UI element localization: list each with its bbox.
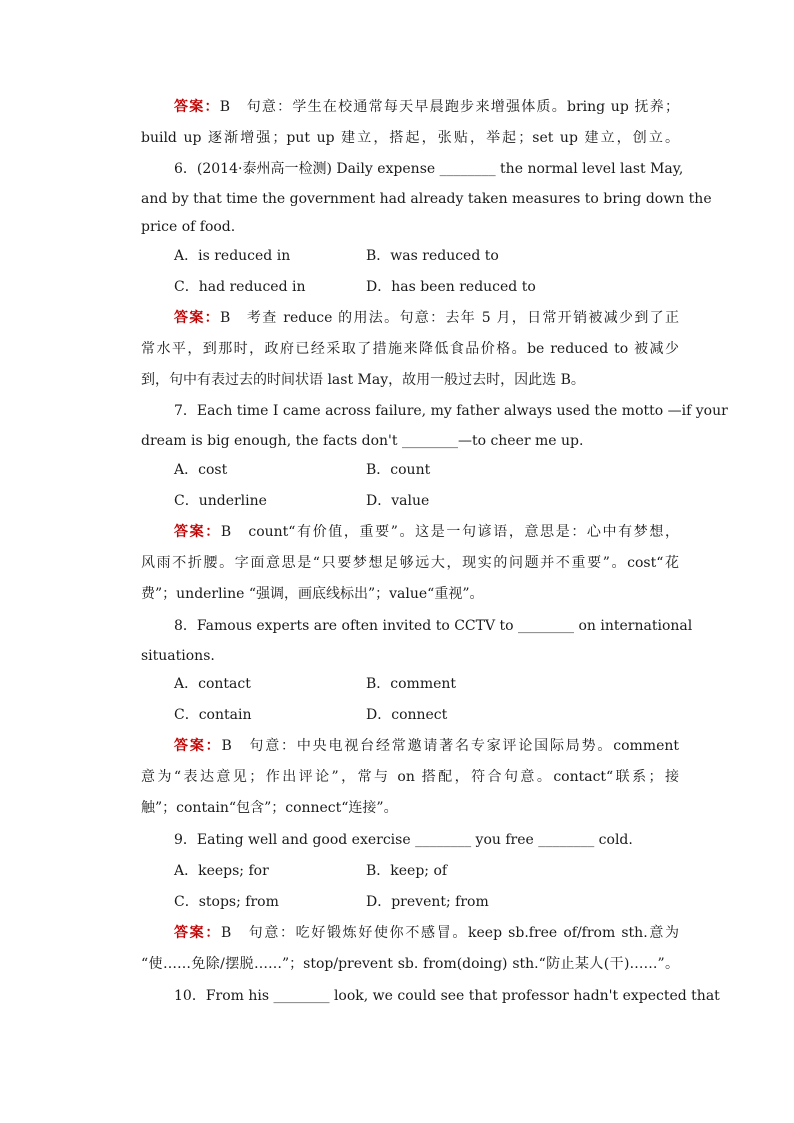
question-6-option-c: C．had reduced in [174,279,306,295]
answer-label: 答案： [174,310,220,326]
answer-q8-line3: 触”；contain“包含”；connect“连接”。 [141,800,398,816]
question-7-line2: dream is big enough, the facts don't ________—to cheer me up. [141,433,584,449]
question-6-line2: and by that time the government had already taken measures to bring down the [141,191,712,207]
answer-label: 答案： [174,524,221,540]
answer-q5-line2: build up 逐渐增强；put up 建立，搭起，张贴，举起；set up 建立，创立。 [141,130,679,146]
question-7-option-c: C．underline [174,493,267,509]
question-7-option-b: B．count [366,462,431,478]
answer-q8-line1 [174,733,679,759]
answer-q8-line2: 意为“表达意见；作出评论”，常与 on 搭配，符合句意。contact“联系；接 [141,769,679,785]
answer-q6-line3: 到，句中有表过去的时间状语 last May，故用一般过去时，因此选 B。 [141,372,585,388]
answer-q9-line1 [174,920,679,946]
answer-label: 答案： [174,925,222,941]
question-6-line3: price of food. [141,219,236,235]
question-6-option-d: D．has been reduced to [366,279,536,295]
answer-q7-line1 [174,519,679,545]
answer-label: 答案： [174,99,220,115]
question-7-option-d: D．value [366,493,430,509]
question-7-option-a: A．cost [174,462,228,478]
question-9-option-d: D．prevent; from [366,894,489,910]
question-9-line1: 9．Eating well and good exercise ________ you free ________ cold. [174,832,633,848]
question-6-line1: 6．(2014·泰州高一检测) Daily expense ________ the normal level last May, [174,161,684,177]
question-8-line2: situations. [141,648,215,664]
question-6-option-a: A．is reduced in [174,248,291,264]
question-8-line1: 8．Famous experts are often invited to CCTV to ________ on international [174,618,693,634]
question-8-option-a: A．contact [174,676,251,692]
question-9-option-c: C．stops; from [174,894,279,910]
answer-label: 答案： [174,738,222,754]
question-7-line1: 7．Each time I came across failure, my father always used the motto —if your [174,403,728,419]
question-6-option-b: B．was reduced to [366,248,499,264]
answer-q6-line2: 常水平，到那时，政府已经采取了措施来降低食品价格。be reduced to 被减少 [141,341,679,357]
question-8-option-b: B．comment [366,676,457,692]
answer-q7-line3: 费”；underline “强调，画底线标出”；value“重视”。 [141,586,484,602]
question-8-option-c: C．contain [174,707,252,723]
answer-text: B 考查 reduce 的用法。句意：去年 5 月，日常开销被减少到了正 [219,310,680,326]
question-10-line1: 10．From his ________ look, we could see that professor hadn't expected that [174,988,720,1004]
answer-text: B count“有价值，重要”。这是一句谚语，意思是：心中有梦想， [220,524,680,540]
answer-text: B 句意：学生在校通常每天早晨跑步来增强体质。bring up 抚养； [219,99,680,115]
answer-q5-line1 [174,94,679,120]
question-9-option-b: B．keep; of [366,863,448,879]
question-9-option-a: A．keeps; for [174,863,269,879]
answer-q7-line2: 风雨不折腰。字面意思是“只要梦想足够远大，现实的问题并不重要”。cost“花 [141,555,679,571]
answer-q6-line1 [174,305,679,331]
answer-text: B 句意：吃好锻炼好使你不感冒。keep sb.free of/from sth.意为 [221,925,679,941]
answer-q9-line2: “使……免除/摆脱……”；stop/prevent sb. from(doing) sth.“防止某人(干)……”。 [141,956,679,972]
question-8-option-d: D．connect [366,707,448,723]
answer-text: B 句意：中央电视台经常邀请著名专家评论国际局势。comment [221,738,679,754]
